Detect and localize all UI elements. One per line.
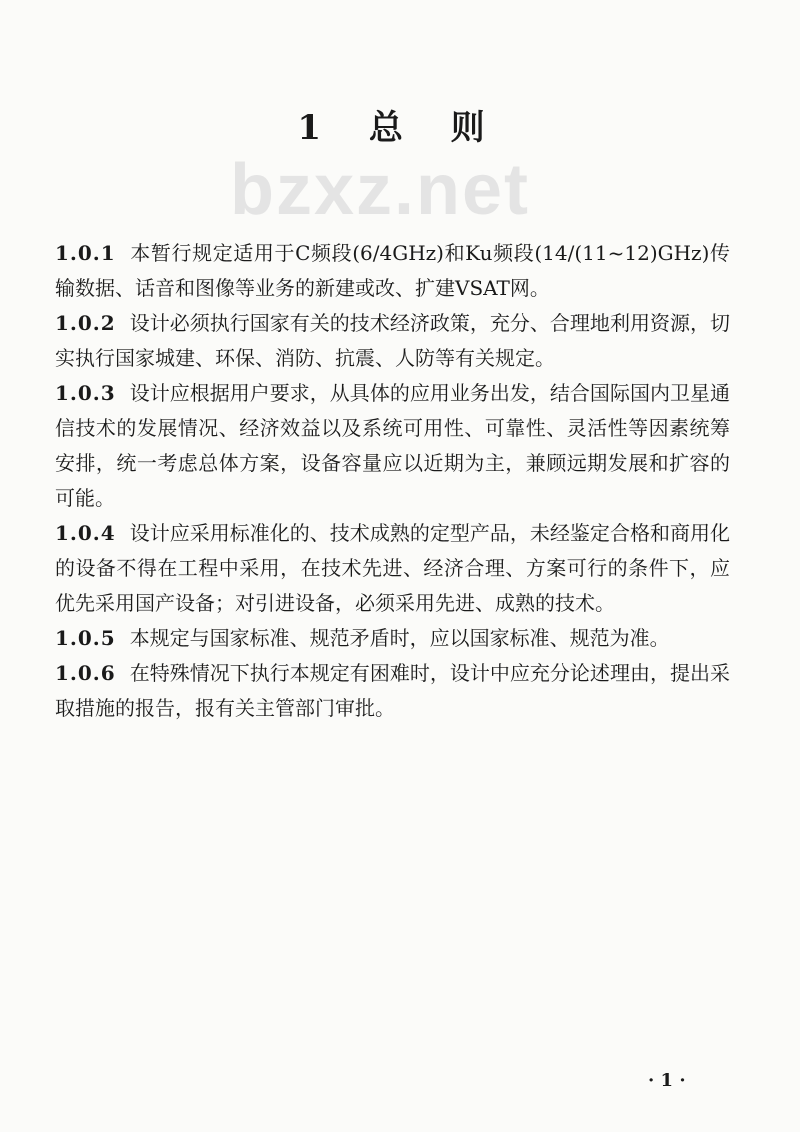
page-number: · 1 · xyxy=(648,1070,686,1091)
clause-1-0-5 xyxy=(55,621,730,656)
clause-1-0-4 xyxy=(55,516,730,621)
clause-number: 1.0.4 xyxy=(55,521,116,545)
clause-text: 设计应根据用户要求，从具体的应用业务出发，结合国际国内卫星通信技术的发展情况、经济效益以及系统可用性、可靠性、灵活性等因素统筹安排，统一考虑总体方案，设备容量应以近期为主，兼顾远期发展和扩容的可能。 xyxy=(55,381,730,510)
clause-1-0-6 xyxy=(55,656,730,726)
clause-1-0-2 xyxy=(55,306,730,376)
clause-text: 本规定与国家标准、规范矛盾时，应以国家标准、规范为准。 xyxy=(129,626,670,650)
watermark: bzxz.net xyxy=(229,150,531,230)
clause-1-0-3 xyxy=(55,376,730,516)
chapter-title: 1 总 则 xyxy=(297,108,503,148)
clause-text: 设计应采用标准化的、技术成熟的定型产品，未经鉴定合格和商用化的设备不得在工程中采用，在技术先进、经济合理、方案可行的条件下，应优先采用国产设备；对引进设备，必须采用先进、成熟的技术。 xyxy=(55,521,730,615)
clause-number: 1.0.1 xyxy=(55,241,116,265)
clause-number: 1.0.2 xyxy=(55,311,116,335)
clause-text: 在特殊情况下执行本规定有困难时，设计中应充分论述理由，提出采取措施的报告，报有关主管部门审批。 xyxy=(55,661,730,720)
document-body xyxy=(55,236,730,726)
clause-number: 1.0.5 xyxy=(55,626,116,650)
clause-text: 设计必须执行国家有关的技术经济政策，充分、合理地利用资源，切实执行国家城建、环保、消防、抗震、人防等有关规定。 xyxy=(55,311,730,370)
clause-number: 1.0.6 xyxy=(55,661,116,685)
clause-text: 本暂行规定适用于C频段(6/4GHz)和Ku频段(14/(11~12)GHz)传输数据、话音和图像等业务的新建或改、扩建VSAT网。 xyxy=(55,241,730,300)
clause-number: 1.0.3 xyxy=(55,381,116,405)
clause-1-0-1 xyxy=(55,236,730,306)
